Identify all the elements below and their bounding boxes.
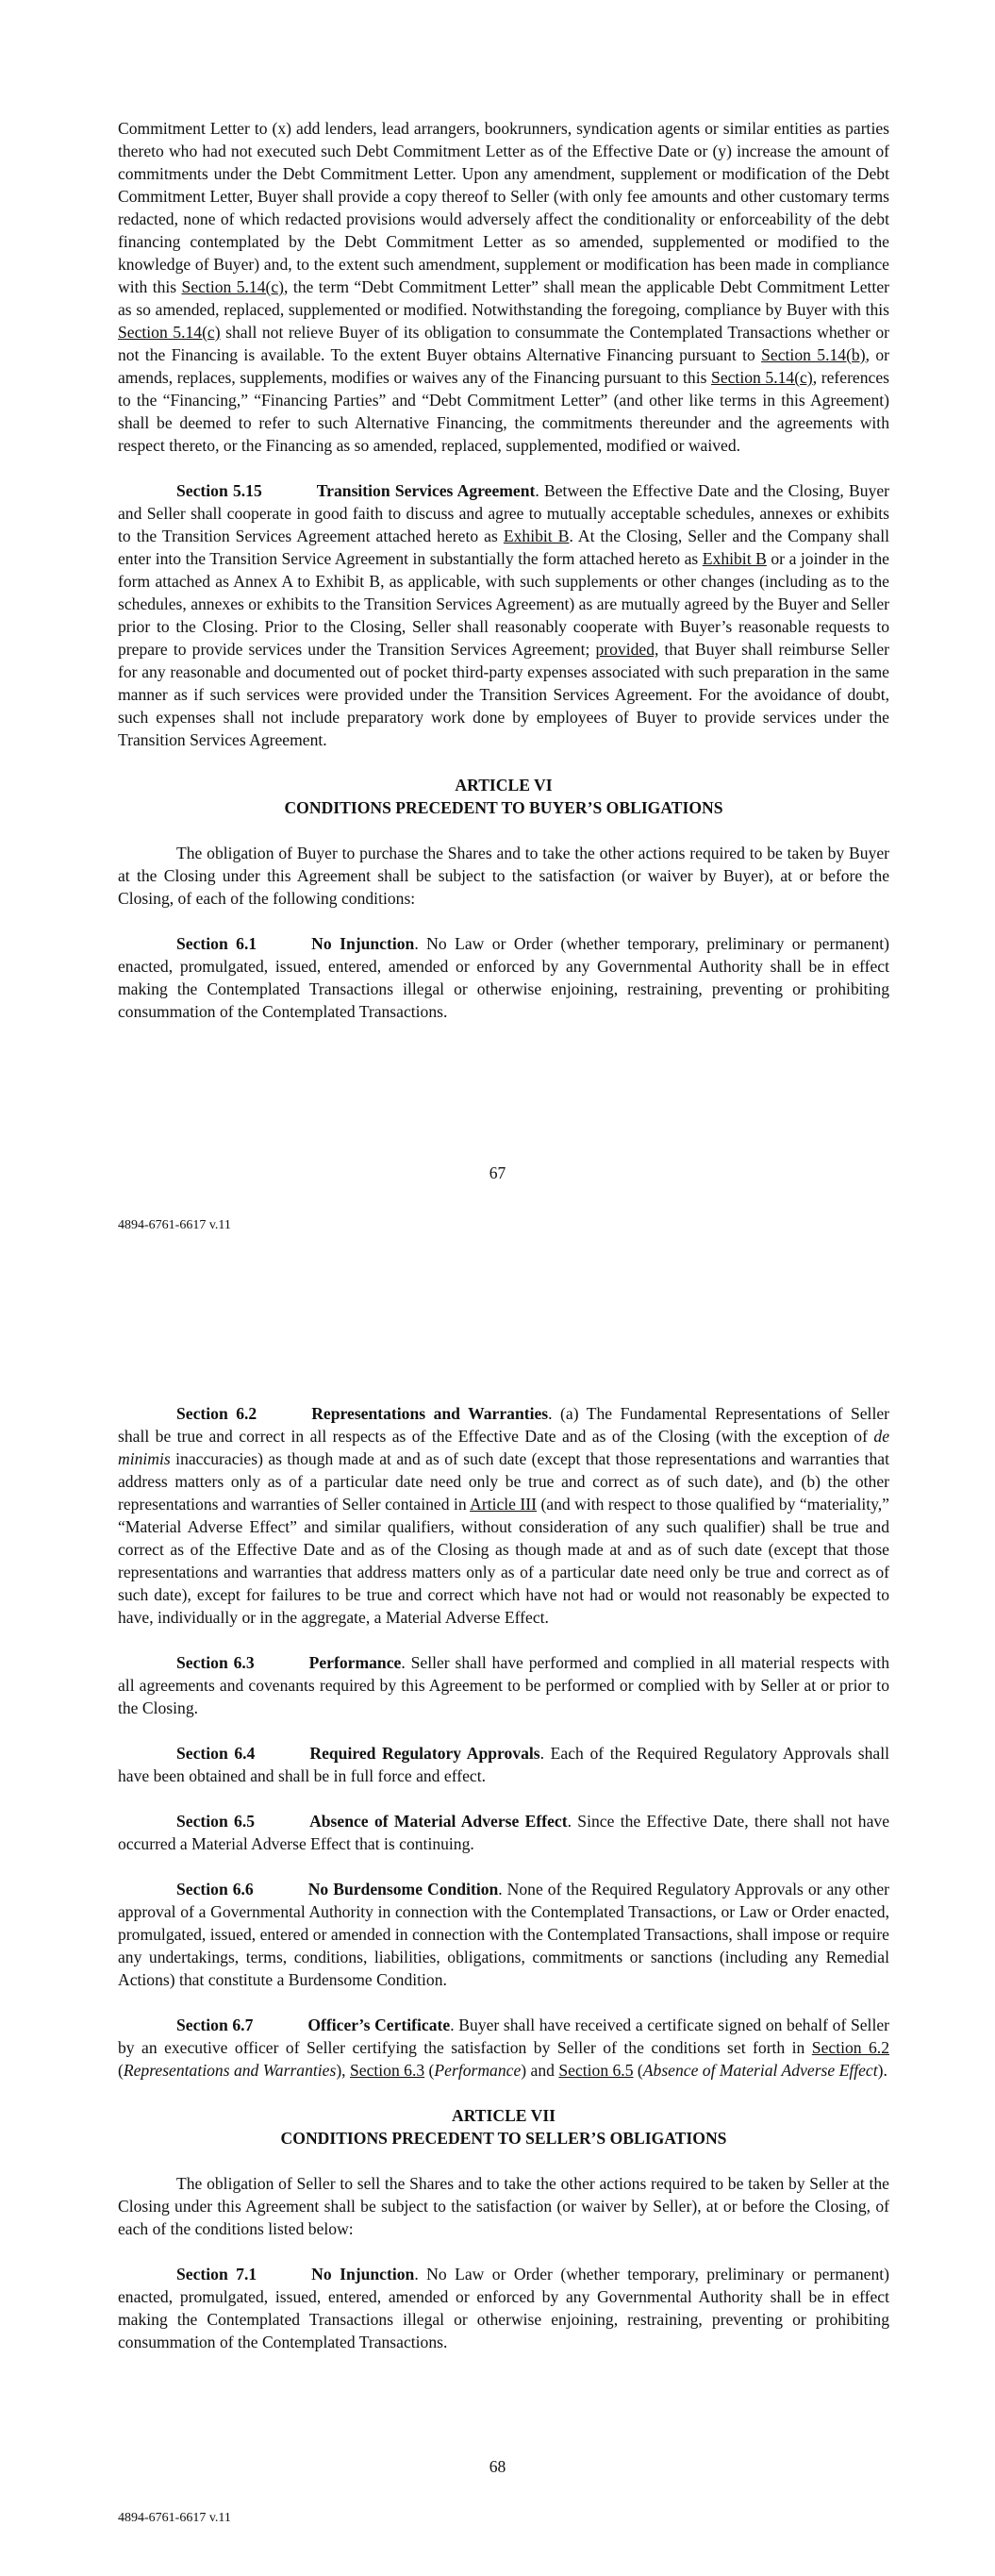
section-title: Required Regulatory Approvals (309, 1744, 540, 1763)
section-title: Representations and Warranties (311, 1404, 549, 1423)
section-title: No Injunction (311, 2265, 415, 2283)
section-title: Performance (308, 1653, 402, 1672)
section-number: Section 6.6 (176, 1880, 254, 1899)
page-67-content (118, 117, 889, 1023)
section-5-15: Section 5.15 Transition Services Agreement. Between the Effective Date and the Closing, Buyer and Seller shall cooperate in good faith to discuss and agree to mutually acceptable schedules, annexes or exhibits to the Transition Services Agreement attached hereto as Exhibit B. At the Closing, Seller and the Company shall enter into the Transition Service Agreement in substantially the form attached hereto as Exhibit B or a joinder in the form attached as Annex A to Exhibit B, as applicable, with such supplements or other changes (including as to the schedules, annexes or exhibits to the Transition Services Agreement) as are mutually agreed by the Buyer and Seller prior to the Closing. Prior to the Closing, Seller shall reasonably cooperate with Buyer’s reasonable requests to prepare to provide services under the Transition Services Agreement; provided, that Buyer shall reimburse Seller for any reasonable and documented out of pocket third-party expenses associated with such preparation in the same manner as if such services were provided under the Transition Services Agreement. For the avoidance of doubt, such expenses shall not include preparatory work done by employees of Buyer to provide services under the Transition Services Agreement. (118, 481, 890, 749)
section-number: Section 7.1 (176, 2265, 257, 2283)
section-6-5: Section 6.5 Absence of Material Adverse Effect. Since the Effective Date, there shall not have occurred a Material Adverse Effect that is continuing. (118, 1812, 890, 1853)
section-5-14-c-reference: Section 5.14(c) (711, 368, 813, 387)
section-number: Section 6.4 (176, 1744, 256, 1763)
section-6-5-reference: Section 6.5 (558, 2061, 634, 2080)
section-number: Section 6.5 (176, 1812, 256, 1831)
section-6-5-title-reference: Absence of Material Adverse Effect (642, 2061, 878, 2080)
section-7-1: Section 7.1 No Injunction. No Law or Order (whether temporary, preliminary or permanent) enacted, promulgated, issued, entered, amended or enforced by any Governmental Authority shall be in effect making the Contemplated Transactions illegal or otherwise enjoining, restraining, preventing or prohibiting consummation of the Contemplated Transactions. (118, 2265, 889, 2351)
section-5-14-b-reference: Section 5.14(b) (761, 345, 866, 364)
page-number: 68 (489, 2457, 506, 2476)
section-title: Officer’s Certificate (307, 2016, 451, 2034)
article-iii-reference: Article III (470, 1495, 537, 1514)
page-68 (0, 1288, 995, 2576)
section-5-14-c-reference: Section 5.14(c) (181, 277, 285, 296)
section-number: Section 6.3 (176, 1653, 255, 1672)
de-minimis-term: de minimis (118, 1427, 889, 1468)
section-number: Section 6.7 (176, 2016, 254, 2034)
page-number: 67 (489, 1163, 506, 1182)
section-6-3-title-reference: Performance (434, 2061, 522, 2080)
section-number: Section 6.1 (176, 934, 257, 953)
section-6-2: Section 6.2 Representations and Warranties. (a) The Fundamental Representations of Seller shall be true and correct in all respects as of the Effective Date and as of the Closing (with the exception of de minimis inaccuracies) as though made at and as of such date (except that those representations and warranties that address matters only as of a particular date need only be true and correct as of such date), and (b) the other representations and warranties of Seller contained in Article III (and with respect to those qualified by “materiality,” “Material Adverse Effect” and similar qualifiers, without consideration of any such qualifier) shall be true and correct as of the Effective Date and as of the Closing as though made at and as of such date (except that those representations and warranties that address matters only as of a particular date need only be true and correct as of such date), except for failures to be true and correct which have not had or would not reasonably be expected to have, individually or in the aggregate, a Material Adverse Effect. (118, 1404, 889, 1627)
section-title: No Injunction (311, 934, 415, 953)
section-6-6: Section 6.6 No Burdensome Condition. None of the Required Regulatory Approvals or any other approval of a Governmental Authority in connection with the Contemplated Transactions, or Law or Order enacted, promulgated, issued, entered or amended in connection with the Contemplated Transactions, shall impose or require any undertakings, terms, conditions, liabilities, obligations, commitments or sanctions (including any Remedial Actions) that constitute a Burdensome Condition. (118, 1880, 889, 1989)
provided-term: provided, (595, 640, 659, 659)
section-title: Absence of Material Adverse Effect (309, 1812, 568, 1831)
article-6-intro: The obligation of Buyer to purchase the Shares and to take the other actions required to be taken by Buyer at the Closing under this Agreement shall be subject to the satisfaction (or waiver by Buyer), at or before the Closing, of each of the following conditions: (118, 844, 889, 908)
exhibit-b-reference: Exhibit B (503, 527, 570, 545)
section-number: Section 6.2 (176, 1404, 257, 1423)
article-6-subtitle: CONDITIONS PRECEDENT TO BUYER’S OBLIGATIONS (284, 798, 723, 817)
section-number: Section 5.15 (176, 481, 262, 500)
section-5-14-c-reference: Section 5.14(c) (118, 323, 221, 342)
article-7-intro: The obligation of Seller to sell the Shares and to take the other actions required to be taken by Seller at the Closing under this Agreement shall be subject to the satisfaction (or waiver by Seller), at or before the Closing, of each of the conditions listed below: (118, 2174, 889, 2238)
section-title: No Burdensome Condition (307, 1880, 499, 1899)
section-6-1: Section 6.1 No Injunction. No Law or Order (whether temporary, preliminary or permanent) enacted, promulgated, issued, entered, amended or enforced by any Governmental Authority shall be in effect making the Contemplated Transactions illegal or otherwise enjoining, restraining, preventing or prohibiting consummation of the Contemplated Transactions. (118, 934, 889, 1021)
article-7-subtitle: CONDITIONS PRECEDENT TO SELLER’S OBLIGATIONS (280, 2129, 727, 2148)
article-6-title: ARTICLE VI (455, 776, 553, 795)
section-6-4: Section 6.4 Required Regulatory Approvals. Each of the Required Regulatory Approvals shall have been obtained and shall be in full force and effect. (118, 1744, 890, 1785)
article-7-title: ARTICLE VII (451, 2106, 556, 2125)
page-68-content (118, 1402, 889, 2353)
paragraph-financing-continuation: Commitment Letter to (x) add lenders, lead arrangers, bookrunners, syndication agents or similar entities as parties thereto who had not executed such Debt Commitment Letter as of the Effective Date or (y) increase the amount of commitments under the Debt Commitment Letter. Upon any amendment, supplement or modification of the Debt Commitment Letter, Buyer shall provide a copy thereof to Seller (with only fee amounts and other customary terms redacted, none of which redacted provisions would adversely affect the conditionality or enforceability of the debt financing contemplated by the Debt Commitment Letter as so amended, supplemented or modified to the knowledge of Buyer) and, to the extent such amendment, supplement or modification has been made in compliance with this Section 5.14(c), the term “Debt Commitment Letter” shall mean the applicable Debt Commitment Letter as so amended, replaced, supplemented or modified. Notwithstanding the foregoing, compliance by Buyer with this Section 5.14(c) shall not relieve Buyer of its obligation to consummate the Contemplated Transactions whether or not the Financing is available. To the extent Buyer obtains Alternative Financing pursuant to Section 5.14(b), or amends, replaces, supplements, modifies or waives any of the Financing pursuant to this Section 5.14(c), references to the “Financing,” “Financing Parties” and “Debt Commitment Letter” (and other like terms in this Agreement) shall be deemed to refer to such Alternative Financing, the commitments thereunder and the agreements with respect thereto, or the Financing as so amended, replaced, supplemented, modified or waived. (118, 119, 890, 455)
exhibit-b-reference: Exhibit B (702, 549, 767, 568)
document-id: 4894-6761-6617 v.11 (118, 1218, 231, 1232)
section-6-2-title-reference: Representations and Warranties (123, 2061, 337, 2080)
section-6-3-reference: Section 6.3 (349, 2061, 425, 2080)
document-id: 4894-6761-6617 v.11 (118, 2511, 231, 2525)
section-6-7: Section 6.7 Officer’s Certificate. Buyer shall have received a certificate signed on behalf of Seller by an executive officer of Seller certifying the satisfaction by Seller of the conditions set forth in Section 6.2 (Representations and Warranties), Section 6.3 (Performance) and Section 6.5 (Absence of Material Adverse Effect). (118, 2016, 889, 2080)
section-6-3: Section 6.3 Performance. Seller shall have performed and complied in all material respects with all agreements and covenants required by this Agreement to be performed or complied with by Seller at or prior to the Closing. (118, 1653, 889, 1717)
section-title: Transition Services Agreement (316, 481, 536, 500)
section-6-2-reference: Section 6.2 (811, 2038, 889, 2057)
